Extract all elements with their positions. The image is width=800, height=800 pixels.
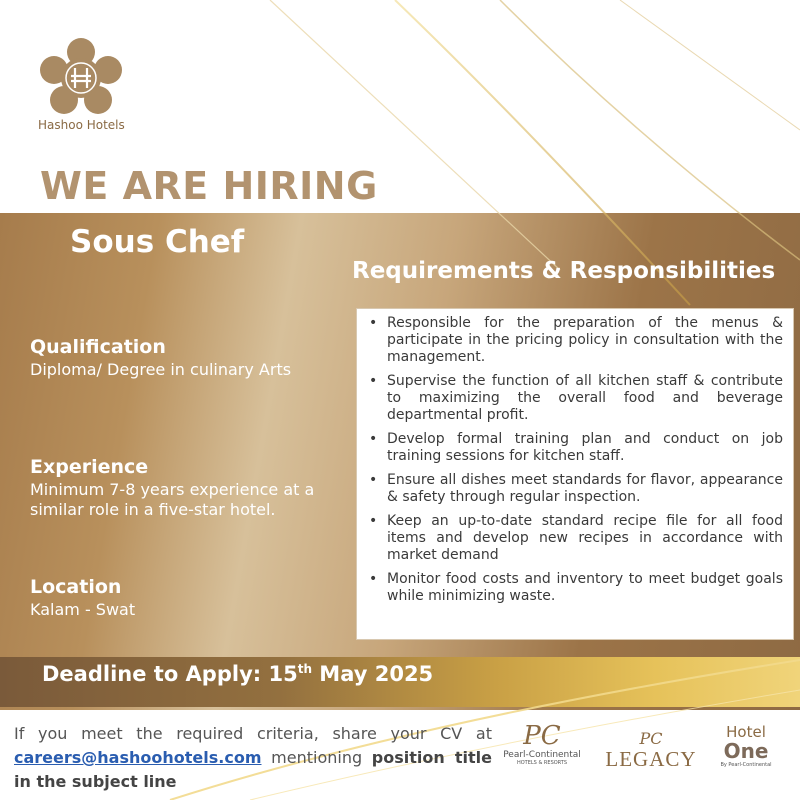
- legacy-name: LEGACY: [605, 747, 697, 771]
- hotel-one-logo: [716, 724, 776, 768]
- requirements-panel: [356, 308, 794, 640]
- apply-mid-text: mentioning: [261, 748, 372, 767]
- logo-name: Hashoo Hotels: [38, 118, 125, 132]
- requirements-title: Requirements & Responsibilities: [352, 258, 776, 284]
- pearl-continental-logo: [502, 722, 582, 766]
- location-label: Location: [30, 576, 122, 598]
- hotel-one-main: One: [723, 739, 769, 763]
- location-block: [30, 576, 135, 620]
- requirements-list: [357, 309, 793, 605]
- list-item: • Monitor food costs and inventory to meet budget goals while minimizing waste.: [387, 571, 783, 605]
- hiring-headline: WE ARE HIRING: [40, 164, 378, 208]
- list-item: • Keep an up-to-date standard recipe file for all food items and develop new recipes in accordance with market demand: [387, 513, 783, 564]
- deadline-date: May 2025: [311, 662, 434, 686]
- hotel-one-top: Hotel: [726, 723, 766, 741]
- experience-label: Experience: [30, 456, 149, 478]
- qualification-block: [30, 336, 291, 380]
- legacy-monogram-icon: PC: [639, 729, 663, 748]
- deadline-prefix: Deadline to Apply: 15: [42, 662, 298, 686]
- experience-block: [30, 456, 350, 520]
- apply-line: If you meet the required criteria, share your CV at: [14, 724, 492, 743]
- location-value: Kalam - Swat: [30, 600, 136, 619]
- list-item: • Develop formal training plan and conduct on job training sessions for kitchen staff.: [387, 431, 783, 465]
- list-item: • Ensure all dishes meet standards for flavor, appearance & safety through regular inspection.: [387, 472, 783, 506]
- list-item: • Supervise the function of all kitchen staff & contribute to maximizing the overall food and beverage departmental profit.: [387, 373, 783, 424]
- deadline-text: [42, 662, 433, 686]
- pc-tag: HOTELS & RESORTS: [516, 760, 568, 766]
- deadline-ordinal: th: [297, 662, 312, 676]
- careers-email-link[interactable]: careers@hashoohotels.com: [14, 748, 262, 767]
- pc-monogram-icon: PC: [523, 721, 561, 751]
- legacy-logo: [604, 730, 698, 770]
- experience-value: Minimum 7-8 years experience at a similar role in a five-star hotel.: [30, 480, 315, 519]
- pc-name: Pearl-Continental: [503, 750, 581, 760]
- list-item: • Responsible for the preparation of the menus & participate in the pricing policy in consultation with the management.: [387, 315, 783, 366]
- apply-bold-text: position title in the subject line: [14, 748, 493, 791]
- hashoo-flower-logo-icon: [36, 38, 126, 116]
- qualification-value: Diploma/ Degree in culinary Arts: [30, 360, 292, 379]
- job-title: Sous Chef: [70, 224, 245, 260]
- hotel-one-tag: By Pearl-Continental: [720, 762, 772, 768]
- qualification-label: Qualification: [30, 336, 166, 358]
- apply-instructions: [14, 722, 492, 794]
